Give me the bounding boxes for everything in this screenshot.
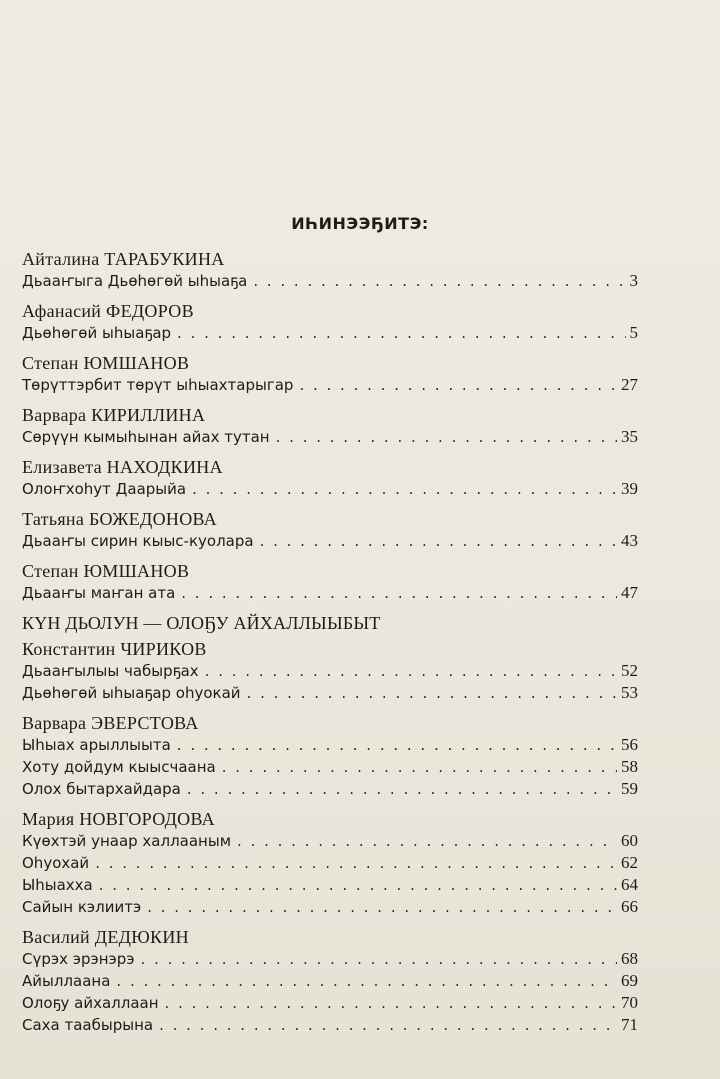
entry-title: Төрүттэрбит төрүт ыһыахтарыгар [22, 376, 294, 394]
group-spacer [22, 704, 638, 712]
group-spacer [22, 800, 638, 808]
toc-author-group [22, 248, 638, 292]
author-name: Василий ДЕДЮКИН [22, 927, 189, 947]
dot-leader [141, 948, 617, 970]
dot-leader [276, 426, 617, 448]
dot-leader [165, 992, 617, 1014]
author-name: Степан ЮМШАНОВ [22, 561, 190, 581]
section-heading: КҮН ДЬОЛУН — ОЛОҔУ АЙХАЛЛЫЫБЫТ [22, 613, 381, 633]
group-spacer [22, 552, 638, 560]
page-number: 3 [629, 271, 638, 290]
table-of-contents [22, 248, 638, 1044]
toc-author-group [22, 926, 638, 1036]
toc-entry [22, 778, 638, 800]
page-number: 47 [621, 583, 638, 602]
group-spacer [22, 500, 638, 508]
group-spacer [22, 292, 638, 300]
entry-title: Дьааҥылыы чабырҕах [22, 662, 199, 680]
entry-title: Ыһыах арыллыыта [22, 736, 171, 754]
author-name: Афанасий ФЕДОРОВ [22, 301, 194, 321]
dot-leader [147, 896, 617, 918]
toc-entry [22, 270, 638, 292]
dot-leader [181, 582, 617, 604]
group-spacer [22, 1036, 638, 1044]
author-name: Константин ЧИРИКОВ [22, 639, 207, 659]
entry-title: Дьөһөгөй ыһыаҕар [22, 324, 172, 342]
toc-entry [22, 322, 638, 344]
entry-title: Сайын кэлиитэ [22, 898, 142, 916]
page-number: 71 [621, 1015, 638, 1034]
toc-author-group [22, 808, 638, 918]
entry-title: Сүрэх эрэнэрэ [22, 950, 135, 968]
entry-title: Күөхтэй унаар халлааным [22, 832, 232, 850]
page-number: 43 [621, 531, 638, 550]
toc-author-group [22, 712, 638, 800]
dot-leader [192, 478, 617, 500]
toc-entry [22, 478, 638, 500]
page-number: 53 [621, 683, 638, 702]
toc-author-group [22, 638, 638, 704]
toc-author-group [22, 352, 638, 396]
author-name: Варвара ЭВЕРСТОВА [22, 713, 199, 733]
toc-entry [22, 660, 638, 682]
page-number: 62 [621, 853, 638, 872]
group-spacer [22, 604, 638, 612]
toc-author-group [22, 560, 638, 604]
entry-title: Дьааҥы сирин кыыс-куолара [22, 532, 254, 550]
page-number: 59 [621, 779, 638, 798]
author-name: Варвара КИРИЛЛИНА [22, 405, 206, 425]
dot-leader [299, 374, 617, 396]
group-spacer [22, 344, 638, 352]
toc-author-group [22, 300, 638, 344]
page-number: 35 [621, 427, 638, 446]
toc-author-group [22, 456, 638, 500]
toc-title: ИҺИНЭЭҔИТЭ: [291, 214, 429, 233]
entry-title: Дьөһөгөй ыһыаҕар оһуокай [22, 684, 241, 702]
dot-leader [260, 530, 617, 552]
page-number: 5 [629, 323, 638, 342]
group-spacer [22, 918, 638, 926]
page-number: 39 [621, 479, 638, 498]
page-number: 60 [621, 831, 638, 850]
page-number: 27 [621, 375, 638, 394]
toc-entry [22, 830, 638, 852]
entry-title: Дьааҥыга Дьөһөгөй ыһыаҕа [22, 272, 248, 290]
toc-entry [22, 896, 638, 918]
entry-title: Хоту дойдум кыысчаана [22, 758, 216, 776]
dot-leader [177, 734, 617, 756]
page-number: 52 [621, 661, 638, 680]
page-number: 70 [621, 993, 638, 1012]
toc-entry [22, 992, 638, 1014]
toc-entry [22, 970, 638, 992]
toc-author-group [22, 508, 638, 552]
toc-entry [22, 682, 638, 704]
toc-author-group [22, 404, 638, 448]
author-name: Айталина ТАРАБУКИНА [22, 249, 225, 269]
author-name: Степан ЮМШАНОВ [22, 353, 190, 373]
page-number: 64 [621, 875, 638, 894]
dot-leader [205, 660, 617, 682]
entry-title: Сөрүүн кымыһынан айах тутан [22, 428, 270, 446]
toc-entry [22, 1014, 638, 1036]
toc-entry [22, 948, 638, 970]
toc-entry [22, 756, 638, 778]
toc-entry [22, 852, 638, 874]
author-name: Елизавета НАХОДКИНА [22, 457, 223, 477]
entry-title: Оһуохай [22, 854, 90, 872]
entry-title: Саха таабырына [22, 1016, 154, 1034]
page-number: 68 [621, 949, 638, 968]
page-number: 58 [621, 757, 638, 776]
toc-entry [22, 530, 638, 552]
author-name: Татьяна БОЖЕДОНОВА [22, 509, 217, 529]
page-number: 69 [621, 971, 638, 990]
dot-leader [177, 322, 625, 344]
page-number: 66 [621, 897, 638, 916]
toc-entry [22, 582, 638, 604]
entry-title: Дьааҥы маҥан ата [22, 584, 176, 602]
entry-title: Ыһыахха [22, 876, 93, 894]
entry-title: Айыллаана [22, 972, 111, 990]
author-name: Мария НОВГОРОДОВА [22, 809, 215, 829]
group-spacer [22, 448, 638, 456]
dot-leader [187, 778, 617, 800]
entry-title: Олоҥхоһут Даарыйа [22, 480, 187, 498]
dot-leader [222, 756, 617, 778]
dot-leader [116, 970, 617, 992]
toc-entry [22, 734, 638, 756]
entry-title: Олоҕу айхаллаан [22, 994, 159, 1012]
dot-leader [95, 852, 617, 874]
toc-entry [22, 374, 638, 396]
entry-title: Олох бытархайдара [22, 780, 181, 798]
dot-leader [247, 682, 617, 704]
group-spacer [22, 396, 638, 404]
dot-leader [253, 270, 625, 292]
toc-entry [22, 426, 638, 448]
page-number: 56 [621, 735, 638, 754]
toc-entry [22, 874, 638, 896]
dot-leader [237, 830, 617, 852]
dot-leader [99, 874, 617, 896]
dot-leader [159, 1014, 617, 1036]
